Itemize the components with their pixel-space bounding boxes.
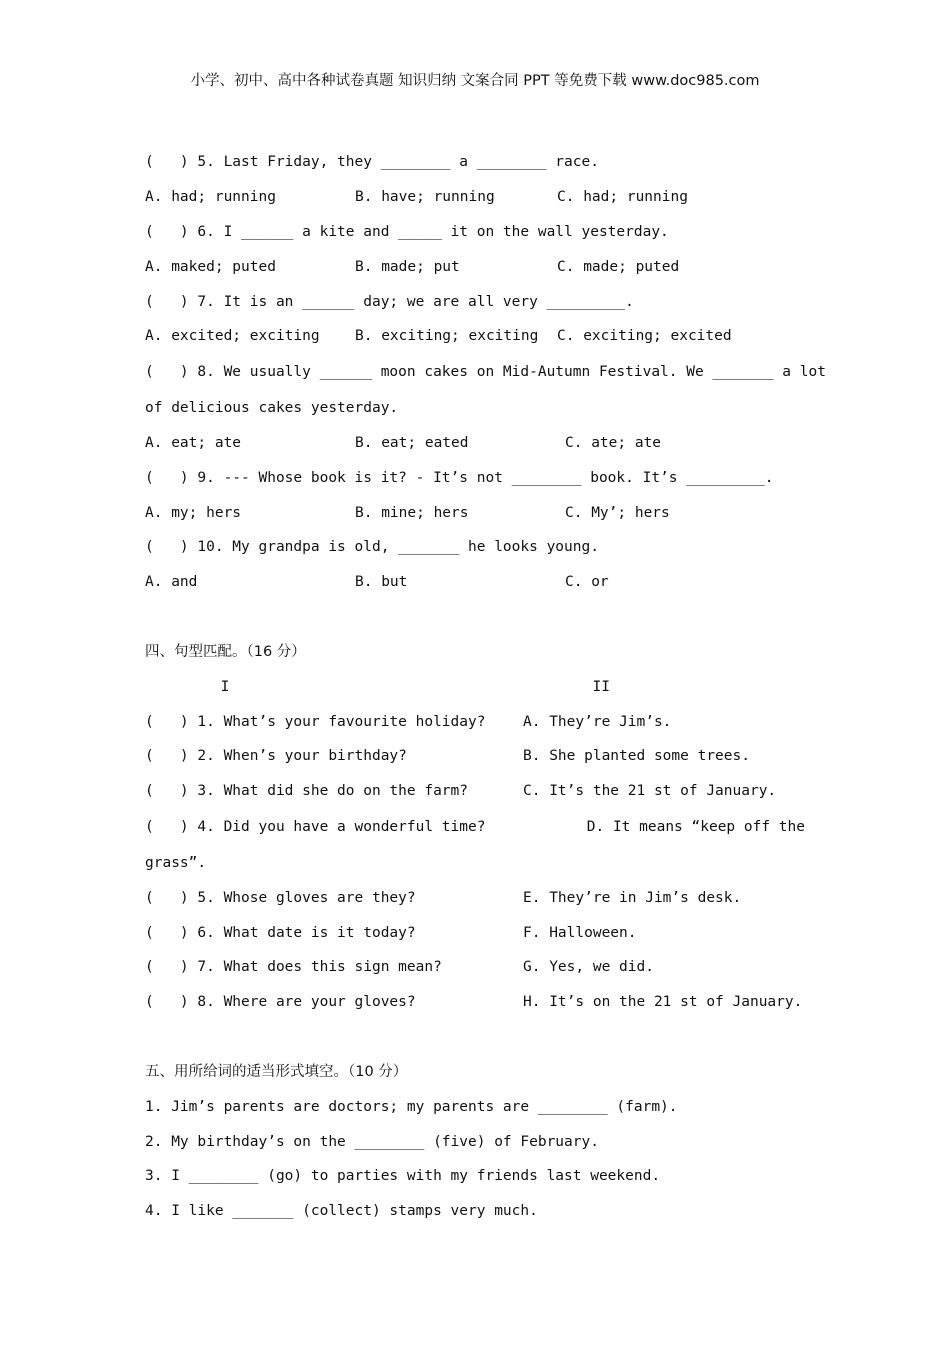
- match-row-4: [145, 809, 805, 846]
- spacer: [145, 1020, 810, 1055]
- match-question: ( ) 8. Where are your gloves?: [145, 994, 416, 1011]
- question-5-options: [145, 180, 810, 215]
- match-question: ( ) 6. What date is it today?: [145, 924, 416, 941]
- option-a: A. eat; ate: [145, 434, 242, 451]
- spacer: [145, 600, 810, 635]
- match-question: ( ) 7. What does this sign mean?: [145, 959, 442, 976]
- match-answer: E. They’re in Jim’s desk.: [523, 889, 742, 906]
- match-question: ( ) 1. What’s your favourite holiday?: [145, 713, 486, 730]
- option-a: A. and: [145, 574, 198, 591]
- match-question: ( ) 4. Did you have a wonderful time?: [145, 819, 486, 836]
- question-9-stem: ( ) 9. --- Whose book is it? - It’s not ________ book. It’s _________.: [145, 469, 774, 486]
- question-6-stem: ( ) 6. I ______ a kite and _____ it on the wall yesterday.: [145, 223, 669, 240]
- match-row: [145, 985, 810, 1020]
- match-row: [145, 950, 810, 985]
- match-answer: D. It means “keep off the: [586, 819, 805, 836]
- match-answer: B. She planted some trees.: [523, 748, 750, 765]
- option-b: B. eat; eated: [355, 434, 469, 451]
- match-question: ( ) 5. Whose gloves are they?: [145, 889, 416, 906]
- column-2-header: II: [592, 678, 610, 695]
- section-5-title: 五、用所给词的适当形式填空。（10 分）: [145, 1063, 408, 1080]
- column-1-header: I: [220, 678, 230, 695]
- question-10-options: [145, 565, 810, 600]
- match-row-4-cont: grass”.: [145, 854, 207, 871]
- option-c: C. made; puted: [557, 258, 680, 275]
- match-column-headers: [145, 669, 810, 704]
- option-c: C. My’; hers: [565, 504, 670, 521]
- match-answer: G. Yes, we did.: [523, 959, 654, 976]
- fill-item-3: 3. I ________ (go) to parties with my friends last weekend.: [145, 1168, 661, 1185]
- match-row: [145, 774, 810, 809]
- fill-item-2: 2. My birthday’s on the ________ (five) of February.: [145, 1133, 599, 1150]
- option-a: A. had; running: [145, 189, 276, 206]
- question-5-stem: ( ) 5. Last Friday, they ________ a ________ race.: [145, 154, 599, 171]
- match-answer: A. They’re Jim’s.: [523, 713, 672, 730]
- match-question: ( ) 2. When’s your birthday?: [145, 748, 407, 765]
- match-answer: F. Halloween.: [523, 924, 637, 941]
- option-c: C. had; running: [557, 189, 688, 206]
- match-answer: H. It’s on the 21 st of January.: [523, 994, 803, 1011]
- question-7-options: [145, 319, 810, 354]
- fill-item-4: 4. I like _______ (collect) stamps very much.: [145, 1203, 538, 1220]
- option-b: B. but: [355, 574, 408, 591]
- option-a: A. excited; exciting: [145, 328, 320, 345]
- question-6-options: [145, 249, 810, 284]
- match-row: [145, 915, 810, 950]
- option-a: A. maked; puted: [145, 258, 276, 275]
- question-8-stem: ( ) 8. We usually ______ moon cakes on Mid-Autumn Festival. We _______ a lot: [145, 364, 826, 381]
- option-b: B. made; put: [355, 258, 460, 275]
- option-a: A. my; hers: [145, 504, 242, 521]
- question-7-stem: ( ) 7. It is an ______ day; we are all very _________.: [145, 293, 634, 310]
- match-row: [145, 739, 810, 774]
- option-c: C. or: [565, 574, 609, 591]
- match-question: ( ) 3. What did she do on the farm?: [145, 783, 469, 800]
- section-4-title: 四、句型匹配。（16 分）: [145, 643, 306, 660]
- option-b: B. mine; hers: [355, 504, 469, 521]
- question-8-stem-cont: of delicious cakes yesterday.: [145, 400, 399, 417]
- option-b: B. have; running: [355, 189, 495, 206]
- match-row: [145, 704, 810, 739]
- option-c: C. exciting; excited: [557, 328, 732, 345]
- match-row: [145, 880, 810, 915]
- fill-item-1: 1. Jim’s parents are doctors; my parents are ________ (farm).: [145, 1098, 678, 1115]
- question-9-options: [145, 495, 810, 530]
- question-10-stem: ( ) 10. My grandpa is old, _______ he looks young.: [145, 539, 599, 556]
- option-b: B. exciting; exciting: [355, 328, 539, 345]
- page-header: 小学、初中、高中各种试卷真题 知识归纳 文案合同 PPT 等免费下载 www.doc985.com: [190, 73, 760, 89]
- match-answer: C. It’s the 21 st of January.: [523, 783, 777, 800]
- option-c: C. ate; ate: [565, 434, 662, 451]
- question-8-options: [145, 426, 810, 461]
- exam-body: [145, 145, 826, 1229]
